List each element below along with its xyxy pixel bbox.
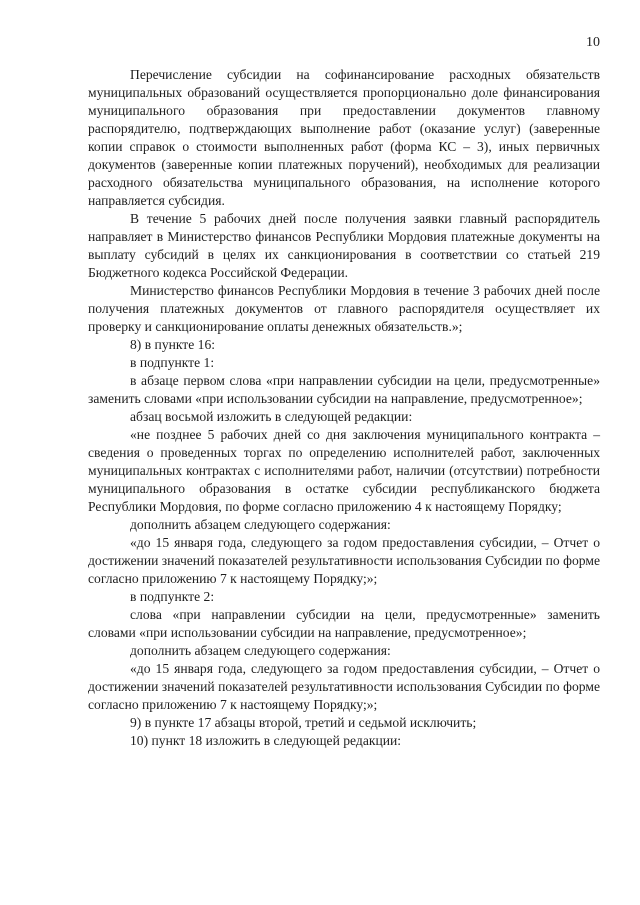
paragraph-first-para-words: в абзаце первом слова «при направлении субсидии на цели, предусмотренные» заменить словами «при использовании субсидии на направление, предусмотренное»; [88, 373, 600, 406]
paragraph-words-replace: слова «при направлении субсидии на цели, предусмотренные» заменить словами «при использовании субсидии на направление, предусмотренное»; [88, 607, 600, 640]
paragraph-quote-five-days: «не позднее 5 рабочих дней со дня заключения муниципального контракта – сведения о проведенных торгах по определению исполнителей работ, заключенных муниципальных контрактах с исполнителями работ, наличии (отсутствии) потребности муниципального образования в остатке субсидии республиканского бюджета Республики Мордовия, по форме согласно приложению 4 к настоящему Порядку; [88, 427, 600, 514]
document-body [88, 66, 600, 750]
paragraph-subitem-1: в подпункте 1: [130, 355, 215, 370]
paragraph-ministry-check: Министерство финансов Республики Мордовия в течение 3 рабочих дней после получения платежных документов от главного распорядителя осуществляет их проверку и санкционирование оплаты денежных обязательств.»; [88, 283, 600, 334]
paragraph-item-8: 8) в пункте 16: [130, 337, 216, 352]
page-number: 10 [586, 35, 600, 50]
paragraph-add-para-1: дополнить абзацем следующего содержания: [130, 517, 391, 532]
paragraph-quote-january-1: «до 15 января года, следующего за годом предоставления субсидии, – Отчет о достижении значений показателей результативности использования Субсидии по форме согласно приложению 7 к настоящему Порядку;»; [88, 535, 600, 586]
paragraph-item-10: 10) пункт 18 изложить в следующей редакции: [130, 733, 402, 748]
paragraph-quote-january-2: «до 15 января года, следующего за годом предоставления субсидии, – Отчет о достижении значений показателей результативности использования Субсидии по форме согласно приложению 7 к настоящему Порядку;»; [88, 661, 600, 712]
paragraph-eighth-para: абзац восьмой изложить в следующей редакции: [130, 409, 413, 424]
paragraph-item-9: 9) в пункте 17 абзацы второй, третий и седьмой исключить; [130, 715, 477, 730]
paragraph-subitem-2: в подпункте 2: [130, 589, 215, 604]
paragraph-add-para-2: дополнить абзацем следующего содержания: [130, 643, 391, 658]
paragraph-five-days: В течение 5 рабочих дней после получения заявки главный распорядитель направляет в Министерство финансов Республики Мордовия платежные документы на выплату субсидий в целях их санкционирования в соответствии со статьей 219 Бюджетного кодекса Российской Федерации. [88, 211, 600, 280]
paragraph-subsidy-transfer: Перечисление субсидии на софинансирование расходных обязательств муниципальных образований осуществляется пропорционально доле финансирования муниципального образования при предоставлении документов главному распорядителю, подтверждающих выполнение работ (оказание услуг) (заверенные копии справок о стоимости выполненных работ (форма КС – 3), иных первичных документов (заверенные копии платежных поручений), необходимых для реализации расходного обязательства муниципального образования, на исполнение которого направляется субсидия. [88, 67, 600, 208]
